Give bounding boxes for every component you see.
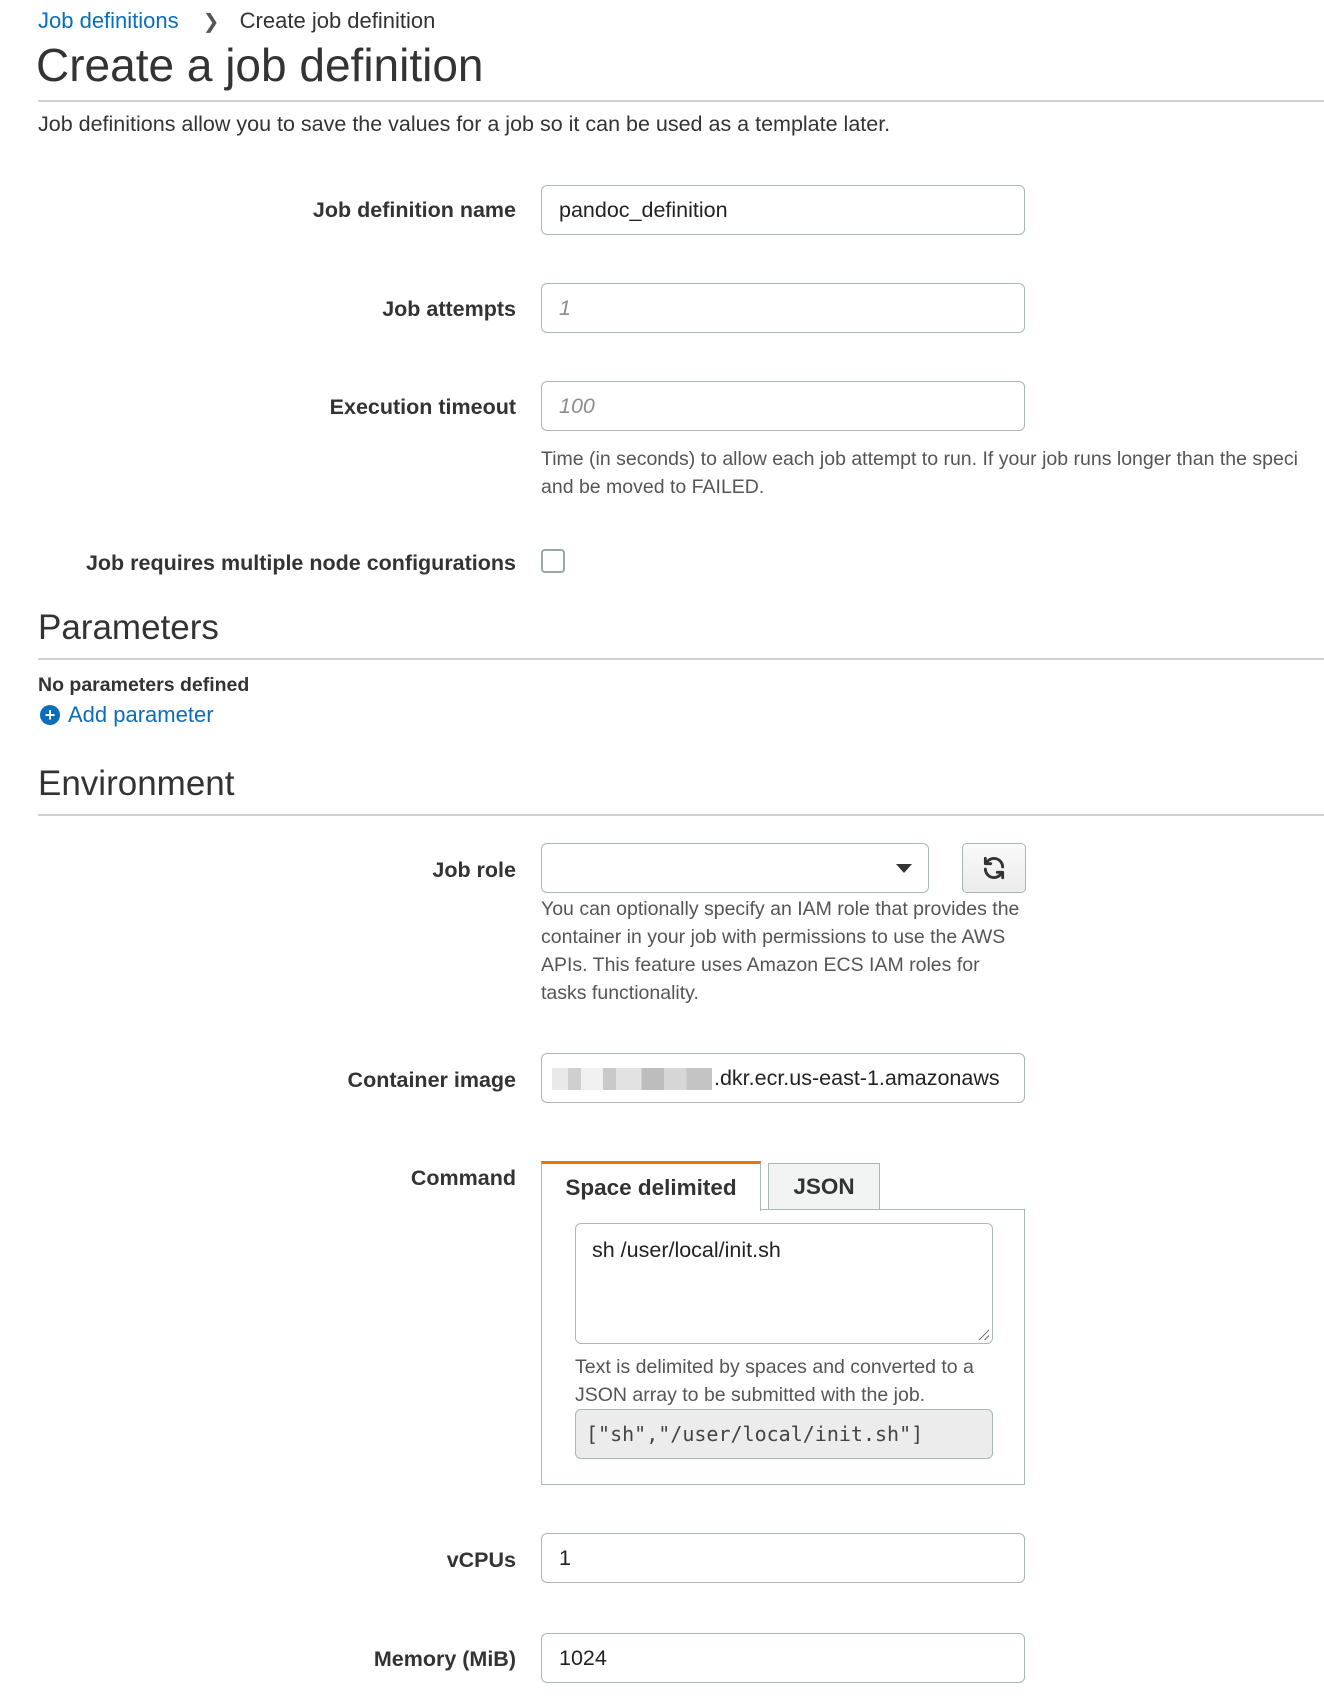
refresh-icon (981, 855, 1007, 881)
command-json-preview: ["sh","/user/local/init.sh"] (575, 1409, 993, 1459)
execution-timeout-help-line2: and be moved to FAILED. (541, 476, 765, 498)
resize-handle-icon[interactable] (977, 1328, 989, 1340)
breadcrumb-current: Create job definition (239, 8, 436, 33)
job-attempts-input[interactable]: 1 (541, 283, 1025, 333)
tab-json[interactable]: JSON (768, 1163, 880, 1210)
execution-timeout-input[interactable]: 100 (541, 381, 1025, 431)
parameters-heading: Parameters (38, 608, 219, 647)
command-help: Text is delimited by spaces and converted to a JSON array to be submitted with the job. (575, 1356, 974, 1406)
container-image-label: Container image (347, 1068, 516, 1092)
job-definition-name-input[interactable]: pandoc_definition (541, 185, 1025, 235)
refresh-job-roles-button[interactable] (962, 843, 1026, 893)
parameters-divider (38, 658, 1324, 660)
memory-label: Memory (MiB) (373, 1647, 516, 1671)
page-intro: Job definitions allow you to save the values for a job so it can be used as a template later. (38, 112, 891, 136)
command-panel (541, 1209, 1025, 1485)
command-value: sh /user/local/init.sh (592, 1238, 781, 1262)
multi-node-checkbox[interactable] (541, 549, 565, 573)
job-role-label: Job role (432, 858, 516, 882)
no-parameters-text: No parameters defined (38, 674, 250, 696)
title-divider (38, 100, 1324, 102)
add-parameter-link[interactable] (40, 702, 214, 728)
execution-timeout-label: Execution timeout (329, 395, 516, 419)
tab-space-delimited[interactable]: Space delimited (541, 1161, 761, 1211)
redacted-account-id (552, 1068, 712, 1090)
breadcrumb-job-definitions-link[interactable]: Job definitions (38, 8, 179, 33)
vcpus-label: vCPUs (446, 1548, 516, 1572)
vcpus-input[interactable]: 1 (541, 1533, 1025, 1583)
job-definition-name-label: Job definition name (312, 198, 516, 222)
job-attempts-label: Job attempts (382, 297, 516, 321)
container-image-input[interactable] (541, 1053, 1025, 1103)
job-role-help: You can optionally specify an IAM role that provides the container in your job with permissions to use the AWS APIs. This feature uses Amazon ECS IAM roles for tasks functionality. (541, 898, 1020, 1004)
execution-timeout-help-line1: Time (in seconds) to allow each job attempt to run. If your job runs longer than the speci (541, 448, 1298, 470)
add-parameter-label: Add parameter (68, 702, 214, 727)
caret-down-icon (896, 864, 912, 873)
plus-circle-icon: + (40, 705, 60, 725)
execution-timeout-help (541, 445, 1324, 501)
multi-node-label: Job requires multiple node configurations (85, 551, 516, 575)
job-role-select[interactable] (541, 843, 929, 893)
page-title: Create a job definition (36, 39, 484, 91)
breadcrumb (38, 8, 435, 34)
environment-divider (38, 814, 1324, 816)
container-image-value: .dkr.ecr.us-east-1.amazonaws (714, 1066, 1000, 1090)
environment-heading: Environment (38, 764, 235, 803)
chevron-right-icon: ❯ (202, 11, 220, 33)
memory-input[interactable]: 1024 (541, 1633, 1025, 1683)
command-label: Command (410, 1166, 516, 1190)
command-textarea[interactable] (575, 1223, 993, 1344)
